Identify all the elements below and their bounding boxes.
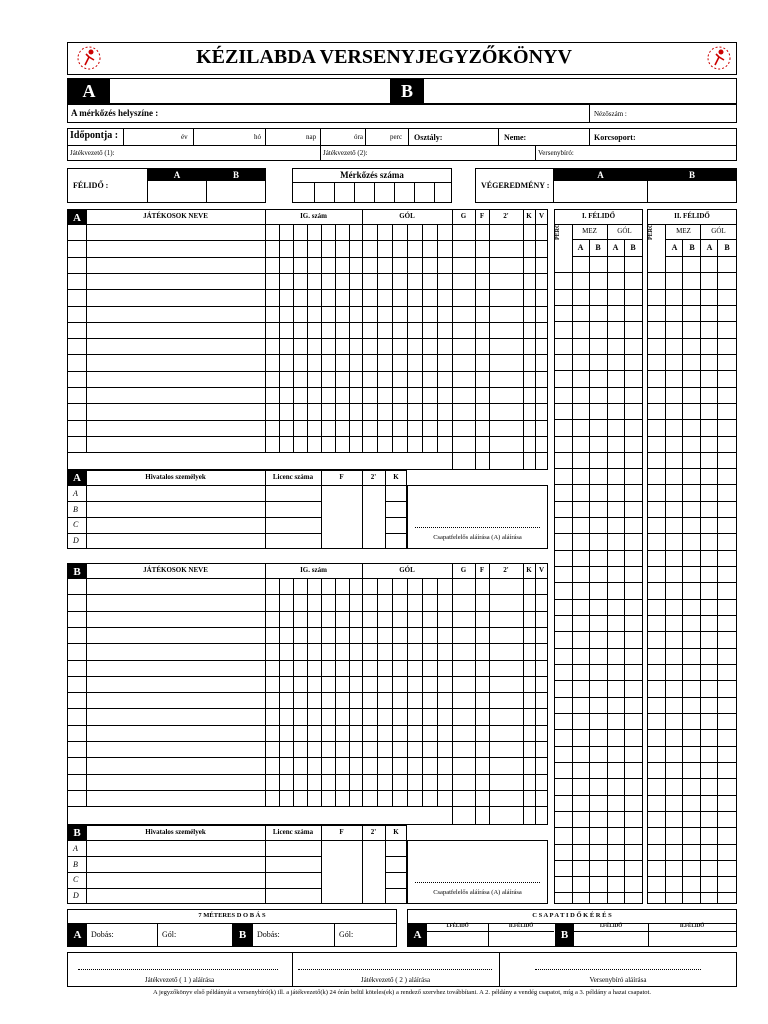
timeline-row: [647, 501, 737, 502]
timeline-row: [647, 599, 737, 600]
timeline-row: [647, 615, 737, 616]
column-line: [452, 563, 453, 824]
timeline-row: [647, 289, 737, 290]
timeline-row: [647, 370, 737, 371]
column-line: [535, 563, 536, 824]
table-row: [67, 856, 265, 857]
director-signature[interactable]: Versenybíró aláírása: [589, 976, 647, 984]
table-row: [385, 501, 407, 502]
second-half-label: II. FÉLIDŐ: [674, 212, 710, 220]
first-half-panel: [554, 209, 643, 904]
timeline-row: [647, 272, 737, 273]
footer-note: A jegyzőkönyv első példányát a versenybíró(k) ill. a játékvezető(k) 24 órán belül köteles(ek) a rendező szervhez továbbítani. A 2. példány a vendég csapatot, míg a 3. példány a hazai csapatot.: [153, 989, 651, 996]
officials-a-table: [67, 470, 407, 549]
timeline-row: [554, 778, 643, 779]
timeline-row: [554, 566, 643, 567]
table-row: [265, 872, 321, 873]
column-line: [523, 209, 524, 470]
timeline-row: [554, 354, 643, 355]
timeline-row: [554, 876, 643, 877]
timeline-row: [554, 403, 643, 404]
column-line: [362, 209, 363, 452]
timeline-row: [647, 468, 737, 469]
team-b-label: B: [390, 79, 424, 103]
timeline-row: [554, 664, 643, 665]
header-divider: [554, 224, 643, 225]
team-a-label: A: [68, 79, 110, 103]
timeline-row: [554, 305, 643, 306]
timeline-row: [554, 631, 643, 632]
timeline-row: [647, 860, 737, 861]
column-line: [437, 578, 438, 806]
timeline-row: [647, 484, 737, 485]
timeline-row: [647, 746, 737, 747]
gender-label: Neme:: [504, 133, 527, 142]
timeline-row: [554, 648, 643, 649]
players-name-header: JÁTÉKOSOK NEVE: [143, 212, 208, 220]
timeline-row: [554, 517, 643, 518]
column-line: [572, 224, 573, 904]
column-line: [377, 224, 378, 452]
timeline-row: [554, 729, 643, 730]
table-row: [265, 517, 321, 518]
timeline-row: [554, 419, 643, 420]
officials-b-table: [67, 825, 407, 904]
timeline-row: [554, 795, 643, 796]
penalty-title: 7 MÉTERES D O B Á S: [198, 912, 266, 919]
timeline-row: [554, 533, 643, 534]
column-line: [475, 209, 476, 470]
timeline-row: [554, 550, 643, 551]
column-line: [437, 224, 438, 452]
venue-label: A mérkőzés helyszíne :: [71, 108, 159, 118]
timeline-row: [647, 452, 737, 453]
timeline-row: [554, 501, 643, 502]
spectators-label: Nézőszám :: [594, 110, 627, 118]
team-b-name-field[interactable]: [424, 79, 736, 103]
column-line: [307, 578, 308, 806]
table-row: [67, 533, 265, 534]
column-line: [321, 578, 322, 806]
column-line: [407, 578, 408, 806]
timeline-row: [554, 762, 643, 763]
column-line: [385, 470, 386, 549]
column-line: [385, 825, 386, 904]
table-row: [385, 533, 407, 534]
players-id-header: IG. szám: [300, 212, 327, 220]
timeline-row: [647, 419, 737, 420]
column-line: [307, 224, 308, 452]
timeline-row: [647, 876, 737, 877]
timeline-row: [647, 844, 737, 845]
column-line: [422, 578, 423, 806]
timeline-row: [647, 631, 737, 632]
timeline-row: [554, 892, 643, 893]
timeline-row: [554, 484, 643, 485]
column-line: [321, 825, 322, 904]
handball-logo-icon: [706, 45, 732, 71]
column-line: [392, 578, 393, 806]
final-score-label: VÉGEREDMÉNY :: [481, 181, 550, 190]
timeline-row: [554, 615, 643, 616]
column-line: [682, 239, 683, 904]
time-label: Időpontja :: [70, 130, 119, 141]
table-row: [265, 856, 321, 857]
column-line: [265, 825, 266, 904]
column-line: [700, 224, 701, 904]
timeline-row: [647, 354, 737, 355]
table-row: [385, 517, 407, 518]
timeline-row: [647, 338, 737, 339]
timeline-row: [647, 305, 737, 306]
header-divider: [665, 256, 737, 257]
timeline-row: [647, 680, 737, 681]
timeline-row: [554, 713, 643, 714]
column-line: [535, 209, 536, 470]
column-line: [362, 825, 363, 904]
timeline-row: [647, 582, 737, 583]
timeline-row: [554, 746, 643, 747]
column-line: [86, 209, 87, 452]
timeline-row: [647, 648, 737, 649]
column-line: [335, 224, 336, 452]
column-line: [362, 470, 363, 549]
venue-row: [67, 104, 737, 123]
timeline-row: [647, 321, 737, 322]
column-line: [452, 209, 453, 470]
second-half-panel: [647, 209, 737, 904]
table-row: [385, 872, 407, 873]
timeline-row: [647, 436, 737, 437]
header-divider: [647, 224, 737, 225]
timeline-row: [647, 827, 737, 828]
header-divider: [67, 840, 407, 841]
timeline-row: [647, 778, 737, 779]
timeout-title: C S A P A T I D Ő K É R É S: [532, 912, 612, 919]
timeline-row: [554, 272, 643, 273]
timeline-row: [554, 860, 643, 861]
column-line: [321, 470, 322, 549]
table-row: [265, 501, 321, 502]
match-number-label: Mérkőzés száma: [340, 170, 404, 180]
column-line: [265, 209, 266, 452]
table-row: [67, 501, 265, 502]
timeline-row: [554, 321, 643, 322]
column-line: [607, 224, 608, 904]
table-row: [67, 872, 265, 873]
column-line: [377, 578, 378, 806]
column-line: [293, 224, 294, 452]
referee1-label: Játékvezető (1):: [70, 149, 115, 157]
timeline-row: [554, 844, 643, 845]
column-line: [407, 224, 408, 452]
halftime-label: FÉLIDŐ :: [73, 181, 109, 190]
column-line: [489, 209, 490, 470]
table-row: [67, 517, 265, 518]
timeline-row: [647, 550, 737, 551]
column-line: [624, 239, 625, 904]
column-line: [279, 224, 280, 452]
timeline-row: [554, 338, 643, 339]
timeline-row: [554, 468, 643, 469]
sign-a-label: Csapatfelelős aláírása (A) aláírása: [433, 534, 522, 541]
timeline-row: [554, 582, 643, 583]
timeline-row: [647, 892, 737, 893]
officials-license: Licenc száma: [272, 473, 314, 481]
timeline-row: [554, 452, 643, 453]
timeline-row: [554, 387, 643, 388]
column-line: [392, 224, 393, 452]
timeline-row: [647, 713, 737, 714]
ref2-signature[interactable]: Játékvezető ( 2 ) aláírása: [360, 976, 431, 984]
timeline-row: [554, 289, 643, 290]
column-line: [589, 239, 590, 904]
timeline-row: [554, 827, 643, 828]
column-line: [86, 825, 87, 904]
table-row: [385, 888, 407, 889]
column-line: [362, 563, 363, 806]
table-row: [265, 888, 321, 889]
column-line: [321, 224, 322, 452]
column-line: [665, 224, 666, 904]
timeline-row: [647, 811, 737, 812]
referee2-label: Játékvezető (2):: [323, 149, 368, 157]
table-row: [67, 888, 265, 889]
column-line: [349, 578, 350, 806]
column-line: [475, 563, 476, 824]
timeline-row: [647, 795, 737, 796]
column-line: [293, 578, 294, 806]
timeline-row: [647, 533, 737, 534]
column-line: [717, 239, 718, 904]
officials-title: Hivatalos személyek: [145, 473, 206, 481]
timeline-row: [554, 599, 643, 600]
timeline-row: [554, 680, 643, 681]
timeline-row: [647, 403, 737, 404]
handball-logo-icon: [76, 45, 102, 71]
timeline-row: [647, 697, 737, 698]
ref1-signature[interactable]: Játékvezető ( 1 ) aláírása: [144, 976, 215, 984]
players-goal-header: GÓL: [399, 212, 415, 220]
timeline-row: [647, 762, 737, 763]
column-line: [265, 563, 266, 806]
column-line: [422, 224, 423, 452]
age-group-label: Korcsoport:: [594, 133, 636, 142]
header-divider: [67, 485, 407, 486]
director-label: Versenybíró:: [538, 149, 574, 157]
first-half-label: I. FÉLIDŐ: [581, 212, 616, 220]
column-line: [86, 563, 87, 806]
timeline-row: [554, 370, 643, 371]
timeline-row: [647, 664, 737, 665]
timeline-row: [554, 811, 643, 812]
class-label: Osztály:: [414, 133, 443, 142]
timeline-row: [647, 566, 737, 567]
timeline-row: [647, 517, 737, 518]
timeline-row: [647, 729, 737, 730]
column-line: [265, 470, 266, 549]
column-line: [349, 224, 350, 452]
sign-b-label: Csapatfelelős aláírása (A) aláírása: [433, 889, 522, 896]
column-line: [523, 563, 524, 824]
timeline-row: [647, 387, 737, 388]
table-row: [385, 856, 407, 857]
team-a-name-field[interactable]: [110, 79, 390, 103]
table-row: [265, 533, 321, 534]
timeline-row: [554, 436, 643, 437]
page-title: KÉZILABDA VERSENYJEGYZŐKÖNYV: [196, 46, 572, 68]
header-divider: [665, 239, 737, 240]
column-line: [335, 578, 336, 806]
column-line: [86, 470, 87, 549]
column-line: [489, 563, 490, 824]
timeline-row: [554, 697, 643, 698]
column-line: [279, 578, 280, 806]
